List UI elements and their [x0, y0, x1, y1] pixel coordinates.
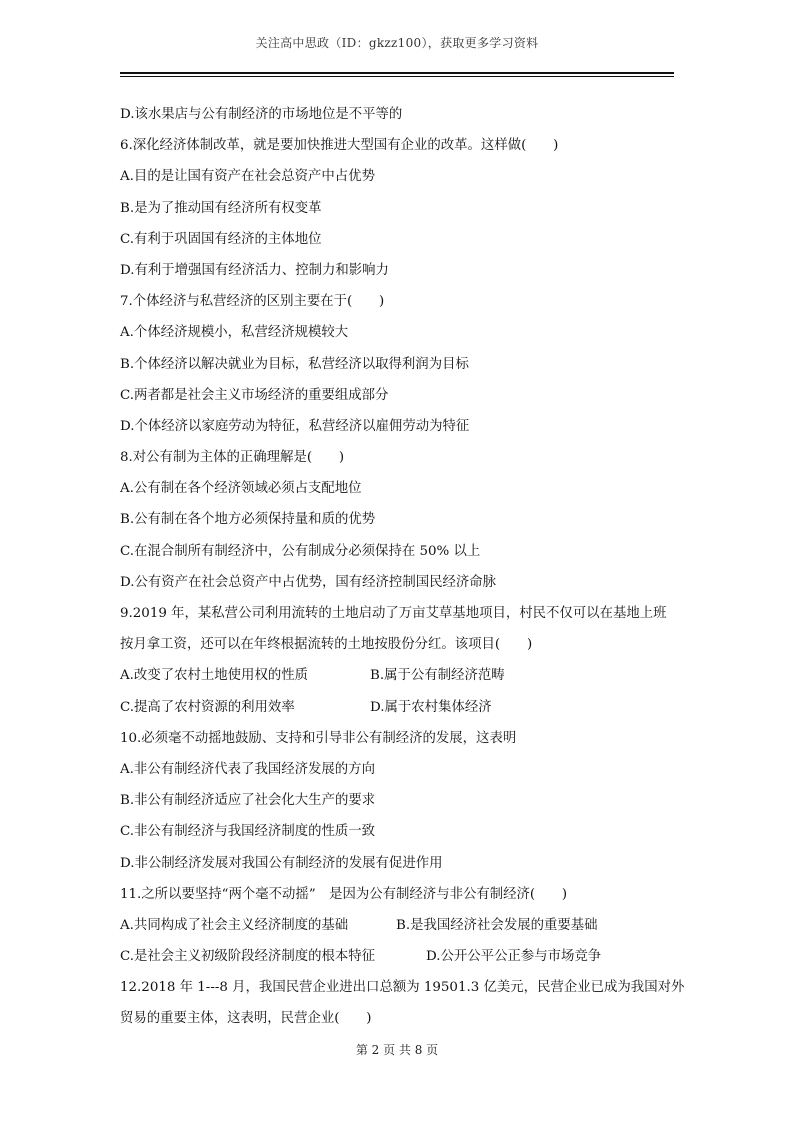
option-line: D.公有资产在社会总资产中占优势，国有经济控制国民经济命脉 [120, 574, 497, 590]
option-pair-row [120, 692, 676, 723]
question-12-stem: 12.2018 年 1---8 月，我国民营企业进出口总额为 19501.3 亿美元，民营企业已成为我国对外 [120, 980, 685, 996]
option-left: C.是社会主义初级阶段经济制度的根本特征 [120, 949, 376, 965]
option-line: B.公有制在各个地方必须保持量和质的优势 [120, 512, 376, 528]
question-content [120, 99, 685, 1035]
option-right: B.是我国经济社会发展的重要基础 [396, 917, 598, 933]
option-left: A.改变了农村土地使用权的性质 [120, 668, 309, 684]
question-7-stem: 7.个体经济与私营经济的区别主要在于( ) [120, 294, 385, 310]
page-number: 第 2 页 共 8 页 [355, 1043, 439, 1057]
option-line: A.非公有制经济代表了我国经济发展的方向 [120, 761, 375, 777]
header-rule-thick [120, 72, 674, 74]
question-9-stem: 9.2019 年，某私营公司利用流转的土地启动了万亩艾草基地项目，村民不仅可以在基地上班 [120, 606, 667, 621]
text-line: D.该水果店与公有制经济的市场地位是不平等的 [120, 107, 403, 122]
option-line: D.个体经济以家庭劳动为特征，私营经济以雇佣劳动为特征 [120, 418, 470, 434]
option-line: D.非公制经济发展对我国公有制经济的发展有促进作用 [120, 855, 443, 871]
option-pair-row [120, 941, 676, 972]
option-line: D.有利于增强国有经济活力、控制力和影响力 [120, 262, 389, 278]
option-line: A.个体经济规模小，私营经济规模较大 [120, 325, 349, 341]
option-pair-row [120, 660, 676, 691]
option-line: C.有利于巩固国有经济的主体地位 [120, 231, 322, 247]
question-8-stem: 8.对公有制为主体的正确理解是( ) [120, 450, 345, 466]
question-9-stem-cont: 按月拿工资，还可以在年终根据流转的土地按股份分红。该项目( ) [120, 637, 533, 653]
option-right: D.属于农村集体经济 [370, 699, 492, 715]
question-11-stem: 11.之所以要坚持“两个毫不动摇” 是因为公有制经济与非公有制经济( ) [120, 886, 568, 902]
option-left: A.共同构成了社会主义经济制度的基础 [120, 917, 349, 933]
option-right: B.属于公有制经济范畴 [370, 668, 505, 684]
option-line: B.是为了推动国有经济所有权变革 [120, 200, 322, 216]
option-line: A.公有制在各个经济领域必须占支配地位 [120, 481, 362, 497]
option-line: C.非公有制经济与我国经济制度的性质一致 [120, 824, 376, 840]
option-line: A.目的是让国有资产在社会总资产中占优势 [120, 169, 375, 185]
question-6-stem: 6.深化经济体制改革，就是要加快推进大型国有企业的改革。这样做( ) [120, 138, 559, 154]
option-line: B.非公有制经济适应了社会化大生产的要求 [120, 793, 376, 809]
option-pair-row [120, 910, 676, 941]
option-right: D.公开公平公正参与市场竞争 [426, 949, 602, 965]
page-header: 关注高中思政（ID：gkzz100），获取更多学习资料 [255, 36, 539, 50]
header-rule-thin [120, 76, 674, 77]
option-line: B.个体经济以解决就业为目标，私营经济以取得利润为目标 [120, 356, 469, 372]
question-12-stem-cont: 贸易的重要主体，这表明，民营企业( ) [120, 1011, 372, 1027]
question-10-stem: 10.必须毫不动摇地鼓励、支持和引导非公有制经济的发展，这表明 [120, 730, 517, 746]
option-left: C.提高了农村资源的利用效率 [120, 699, 295, 715]
option-line: C.在混合制所有制经济中，公有制成分必须保持在 50% 以上 [120, 543, 481, 559]
option-line: C.两者都是社会主义市场经济的重要组成部分 [120, 387, 389, 403]
